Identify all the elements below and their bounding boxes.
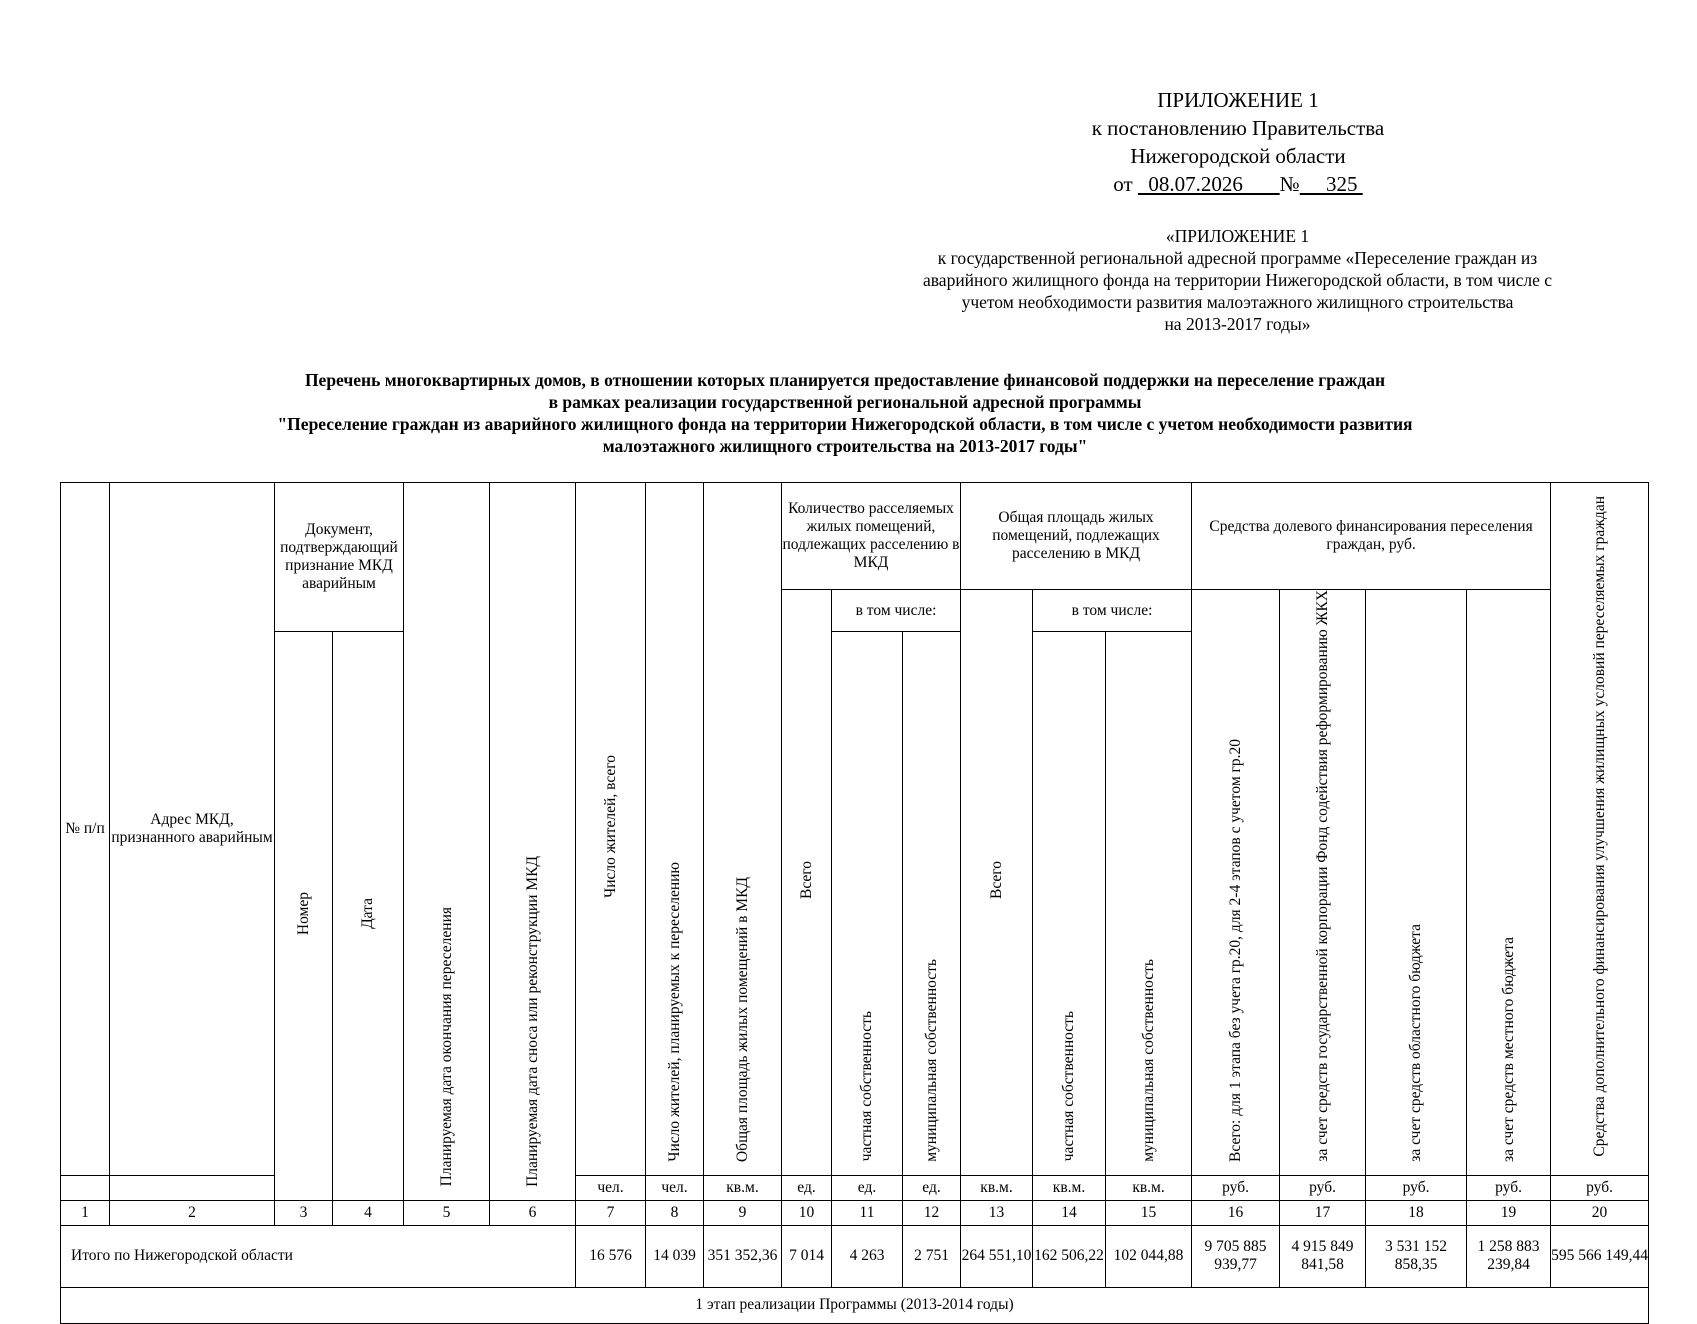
column-number-cell: 18: [1366, 1200, 1467, 1225]
column-number-cell: 2: [110, 1200, 275, 1225]
col-municipal-header: муниципальная собственность: [903, 632, 961, 1176]
appendix-title: ПРИЛОЖЕНИЕ 1: [1157, 88, 1319, 112]
unit-cell: ед.: [903, 1175, 961, 1200]
number-sign: №: [1279, 172, 1300, 196]
program-subheader: [840, 225, 1635, 335]
col-rooms-total-header: Всего: [782, 590, 832, 1176]
total-value-cell: 102 044,88: [1106, 1225, 1192, 1287]
date-value: 08.07.2026: [1148, 172, 1243, 196]
col-fund-local-header: за счет средств местного бюджета: [1467, 590, 1551, 1176]
col-residents-total-header: Число жителей, всего: [576, 483, 646, 1176]
total-value-cell: 1 258 883 239,84: [1467, 1225, 1551, 1287]
col-fund-extra-header: Средства дополнительного финансирования улучшения жилищных условий переселяемых граждан: [1551, 483, 1649, 1176]
appendix-header: [1038, 86, 1438, 198]
date-number-line: [1038, 170, 1438, 198]
column-number-cell: 14: [1033, 1200, 1106, 1225]
total-value-cell: 264 551,10: [961, 1225, 1033, 1287]
unit-cell-empty: [110, 1175, 275, 1200]
total-value-cell: 2 751: [903, 1225, 961, 1287]
col-area-group-header: Общая площадь жилых помещений, подлежащих расселению в МКД: [961, 483, 1192, 590]
stage-row: [61, 1287, 1649, 1323]
unit-cell: чел.: [576, 1175, 646, 1200]
subheader-line: к государственной региональной адресной программе «Переселение граждан из: [937, 248, 1538, 268]
column-number-cell: 3: [275, 1200, 333, 1225]
unit-cell: руб.: [1551, 1175, 1649, 1200]
column-number-cell: 1: [61, 1200, 110, 1225]
subheader-line: на 2013-2017 годы»: [1164, 314, 1311, 334]
column-number-cell: 5: [404, 1200, 490, 1225]
subheader-line: учетом необходимости развития малоэтажного жилищного строительства: [961, 292, 1514, 312]
col-rooms-group-header: Количество расселяемых жилых помещений, подлежащих расселению в МКД: [782, 483, 961, 590]
subheader-line: аварийного жилищного фонда на территории Нижегородской области, в том числе с: [923, 270, 1552, 290]
total-row: [61, 1225, 1649, 1287]
date-prefix: от: [1113, 172, 1138, 196]
column-number-cell: 10: [782, 1200, 832, 1225]
col-area-total-header: Всего: [961, 590, 1033, 1176]
col-area-private-header: частная собственность: [1033, 632, 1106, 1176]
title-line: "Переселение граждан из аварийного жилищного фонда на территории Нижегородской области, в том числе с учетом необходимости развития: [277, 414, 1413, 434]
total-value-cell: 351 352,36: [704, 1225, 782, 1287]
total-value-cell: 4 915 849 841,58: [1280, 1225, 1366, 1287]
date-field: [1138, 172, 1280, 196]
title-line: Перечень многоквартирных домов, в отношении которых планируется предоставление финансовой поддержки на переселение граждан: [304, 370, 1386, 390]
column-number-cell: 20: [1551, 1200, 1649, 1225]
column-number-cell: 7: [576, 1200, 646, 1225]
column-number-cell: 12: [903, 1200, 961, 1225]
column-number-cell: 13: [961, 1200, 1033, 1225]
unit-cell: руб.: [1280, 1175, 1366, 1200]
col-fund-regional-header: за счет средств областного бюджета: [1366, 590, 1467, 1176]
total-value-cell: 14 039: [646, 1225, 704, 1287]
total-value-cell: 7 014: [782, 1225, 832, 1287]
column-numbers-row: [61, 1200, 1649, 1225]
col-residents-planned-header: Число жителей, планируемых к переселению: [646, 483, 704, 1176]
unit-cell: руб.: [1467, 1175, 1551, 1200]
unit-cell: ед.: [832, 1175, 903, 1200]
unit-cell: ед.: [782, 1175, 832, 1200]
col-address-header: Адрес МКД, признанного аварийным: [110, 483, 275, 1176]
houses-table: [60, 482, 1649, 1324]
number-field: [1300, 172, 1363, 196]
column-number-cell: 9: [704, 1200, 782, 1225]
col-document-header: Документ, подтверждающий признание МКД аварийным: [275, 483, 404, 632]
column-number-cell: 17: [1280, 1200, 1366, 1225]
column-number-cell: 11: [832, 1200, 903, 1225]
column-number-cell: 15: [1106, 1200, 1192, 1225]
unit-cell: кв.м.: [1106, 1175, 1192, 1200]
header-row-1: [61, 483, 1649, 590]
col-fund-total-header: Всего: для 1 этапа без учета гр.20, для 2-4 этапов с учетом гр.20: [1192, 590, 1280, 1176]
stage-row-label: 1 этап реализации Программы (2013-2014 годы): [61, 1287, 1649, 1323]
total-value-cell: 595 566 149,44: [1551, 1225, 1649, 1287]
unit-cell: кв.м.: [961, 1175, 1033, 1200]
number-value: 325: [1325, 172, 1358, 196]
col-doc-date-header: Дата: [333, 632, 404, 1201]
column-number-cell: 19: [1467, 1200, 1551, 1225]
region-line: Нижегородской области: [1130, 144, 1346, 168]
subheader-line: «ПРИЛОЖЕНИЕ 1: [1165, 226, 1310, 246]
total-row-label: Итого по Нижегородской области: [61, 1225, 576, 1287]
col-doc-number-header: Номер: [275, 632, 333, 1201]
total-value-cell: 162 506,22: [1033, 1225, 1106, 1287]
unit-cell: кв.м.: [704, 1175, 782, 1200]
col-private-header: частная собственность: [832, 632, 903, 1176]
column-number-cell: 8: [646, 1200, 704, 1225]
unit-cell: руб.: [1192, 1175, 1280, 1200]
col-fund-corp-header: за счет средств государственной корпорации Фонд содействия реформированию ЖКХ: [1280, 590, 1366, 1176]
unit-cell: руб.: [1366, 1175, 1467, 1200]
unit-cell: чел.: [646, 1175, 704, 1200]
title-line: малоэтажного жилищного строительства на 2013-2017 годы": [602, 436, 1088, 456]
col-area-including-header: в том числе:: [1033, 590, 1192, 632]
total-value-cell: 9 705 885 939,77: [1192, 1225, 1280, 1287]
col-num-header: № п/п: [61, 483, 110, 1176]
resolution-line: к постановлению Правительства: [1091, 116, 1385, 140]
list-title: [60, 369, 1630, 457]
col-funding-group-header: Средства долевого финансирования переселения граждан, руб.: [1192, 483, 1551, 590]
title-line: в рамках реализации государственной региональной адресной программы: [548, 392, 1142, 412]
col-total-area-header: Общая площадь жилых помещений в МКД: [704, 483, 782, 1176]
total-value-cell: 4 263: [832, 1225, 903, 1287]
column-number-cell: 6: [490, 1200, 576, 1225]
col-area-municipal-header: муниципальная собственность: [1106, 632, 1192, 1176]
total-value-cell: 3 531 152 858,35: [1366, 1225, 1467, 1287]
column-number-cell: 16: [1192, 1200, 1280, 1225]
unit-cell-empty: [61, 1175, 110, 1200]
col-resettle-end-header: Планируемая дата окончания переселения: [404, 483, 490, 1201]
column-number-cell: 4: [333, 1200, 404, 1225]
col-rooms-including-header: в том числе:: [832, 590, 961, 632]
unit-cell: кв.м.: [1033, 1175, 1106, 1200]
col-demolition-header: Планируемая дата сноса или реконструкции МКД: [490, 483, 576, 1201]
total-value-cell: 16 576: [576, 1225, 646, 1287]
